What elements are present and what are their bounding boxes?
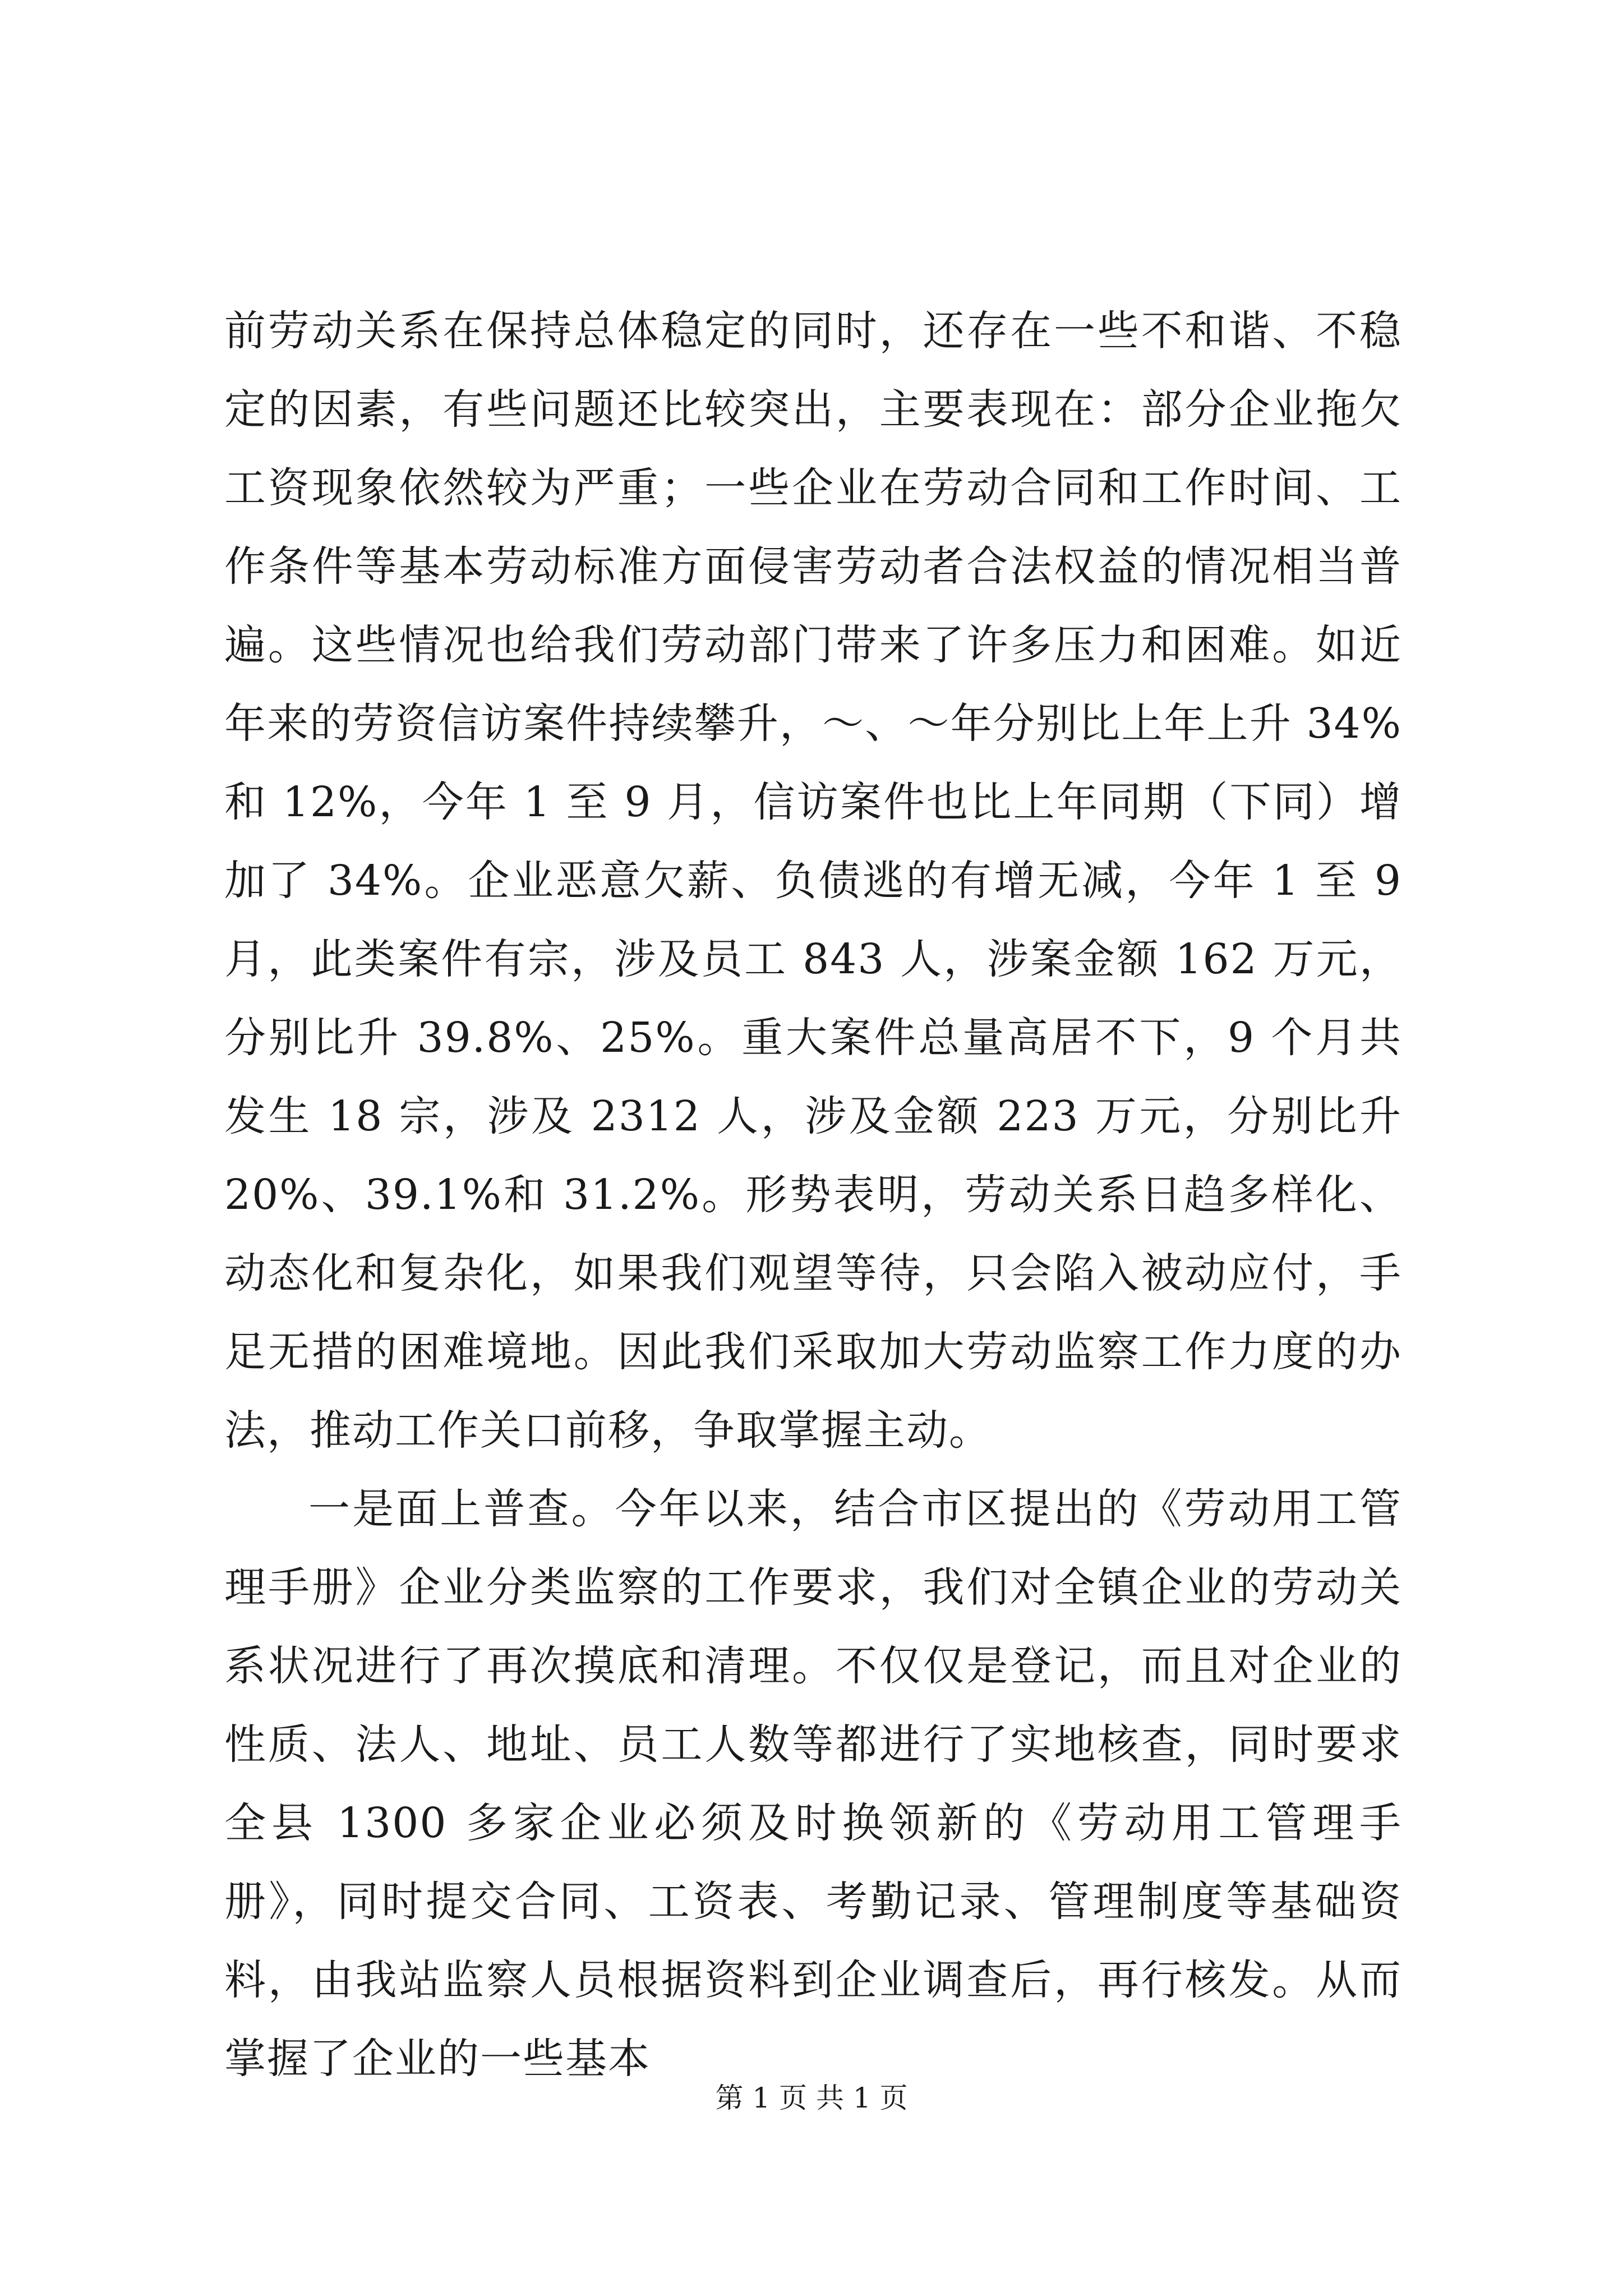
paragraph-2: 一是面上普查。今年以来，结合市区提出的《劳动用工管理手册》企业分类监察的工作要求，我们对全镇企业的劳动关系状况进行了再次摸底和清理。不仅仅是登记，而且对企业的性质、法人、地址、员工人数等都进行了实地核查，同时要求全县 1300 多家企业必须及时换领新的《劳动用工管理手册》，同时提交合同、工资表、考勤记录、管理制度等基础资料，由我站监察人员根据资料到企业调查后，再行核发。从而掌握了企业的一些基本 (224, 1485, 1402, 2083)
paragraph-1: 前劳动关系在保持总体稳定的同时，还存在一些不和谐、不稳定的因素，有些问题还比较突出，主要表现在：部分企业拖欠工资现象依然较为严重；一些企业在劳动合同和工作时间、工作条件等基本劳动标准方面侵害劳动者合法权益的情况相当普遍。这些情况也给我们劳动部门带来了许多压力和困难。如近年来的劳资信访案件持续攀升，～、～年分别比上年上升 34%和 12%，今年 1 至 9 月，信访案件也比上年同期（下同）增加了 34%。企业恶意欠薪、负债逃的有增无减，今年 1 至 9 月，此类案件有宗，涉及员工 843 人，涉案金额 162 万元，分别比升 39.8%、25%。重大案件总量高居不下，9 个月共发生 18 宗，涉及 2312 人，涉及金额 223 万元，分别比升 20%、39.1%和 31.2%。形势表明，劳动关系日趋多样化、动态化和复杂化，如果我们观望等待，只会陷入被动应付，手足无措的困难境地。因此我们采取加大劳动监察工作力度的办法，推动工作关口前移，争取掌握主动。 (224, 307, 1402, 1455)
page-footer: 第 1 页 共 1 页 (715, 2082, 908, 2114)
document-body (224, 292, 1402, 2098)
